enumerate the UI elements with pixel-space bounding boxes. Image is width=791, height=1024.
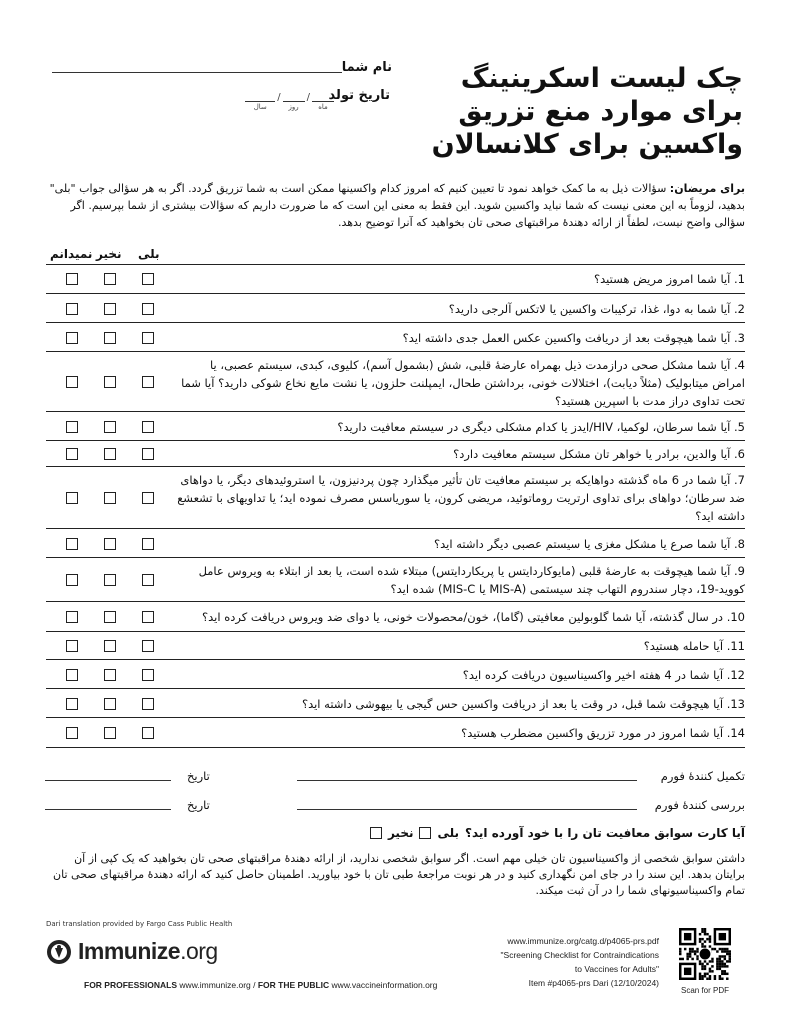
checkbox-yes[interactable] xyxy=(142,640,154,652)
immunize-logo-icon xyxy=(46,939,72,965)
checkbox-yes[interactable] xyxy=(142,492,154,504)
checkbox-yes[interactable] xyxy=(142,574,154,586)
dob-field[interactable]: تاریخ تولد ماه / روز / سال xyxy=(230,88,390,118)
col-yes: بلی xyxy=(138,247,160,261)
completed-by-row[interactable] xyxy=(45,769,745,787)
checkbox-dont-know[interactable] xyxy=(66,698,78,710)
checkbox-yes[interactable] xyxy=(142,448,154,460)
intro-bold: برای مریضان: xyxy=(669,182,745,195)
dob-month[interactable]: ماه xyxy=(312,92,334,111)
completed-date-line[interactable] xyxy=(45,780,171,781)
checkbox-no[interactable] xyxy=(104,448,116,460)
dob-day[interactable]: روز xyxy=(283,92,305,111)
reviewed-date-label: تاریخ xyxy=(187,798,210,812)
checkbox-no[interactable] xyxy=(104,698,116,710)
question-row xyxy=(46,529,745,558)
reviewed-date-line[interactable] xyxy=(45,809,171,810)
checkbox-dont-know[interactable] xyxy=(66,273,78,285)
question-text: 6. آیا والدین، برادر یا خواهر تان مشکل سیستم معافیت دارد؟ xyxy=(453,447,745,461)
checkbox-yes[interactable] xyxy=(142,538,154,550)
question-text: 9. آیا شما هیچوقت به عارضۀ قلبی (مایوکاردایتس یا پریکاردایتس) مبتلاء شده است، یا بعد از ابتلاء به ویروس عامل کووید-19، دچار سندروم التهاب چند سیستمی (MIS-A یا MIS-C) شده اید؟ xyxy=(198,564,745,596)
logo-suffix-text: .org xyxy=(180,938,218,964)
checkbox-dont-know[interactable] xyxy=(66,421,78,433)
question-text: 3. آیا شما هیچوقت بعد از دریافت واکسین عکس العمل جدی داشته اید؟ xyxy=(402,330,745,345)
question-row xyxy=(46,660,745,689)
completed-date-label: تاریخ xyxy=(187,769,210,783)
question-text: 14. آیا شما امروز در مورد تزریق واکسین مضطرب هستید؟ xyxy=(461,726,745,740)
checkbox-yes[interactable] xyxy=(142,669,154,681)
checkbox-dont-know[interactable] xyxy=(66,492,78,504)
checkbox-no[interactable] xyxy=(104,727,116,739)
records-note: داشتن سوابق شخصی از واکسیناسیون تان خیلی مهم است. اگر سوابق شخصی ندارید، از ارائه دهندۀ مراقبتهای صحی تان بخواهید که یک کپی از آن برایتان بدهد. این سند را در جای امن نگهداری کنید و در هر نوبت مراجعۀ طبی تان با خود بیاورید. اطمینان حاصل کنید که ارائه دهندۀ مراقبتهای صحی تان تمام واکسیناسیونهای شما را در آن ثبت میکند. xyxy=(53,852,745,897)
col-dont-know: نمیدانم xyxy=(50,247,93,261)
col-no: نخیر xyxy=(96,247,122,261)
checkbox-no[interactable] xyxy=(104,303,116,315)
checkbox-yes[interactable] xyxy=(142,332,154,344)
checkbox-dont-know[interactable] xyxy=(66,448,78,460)
question-row xyxy=(46,689,745,718)
checkbox-no[interactable] xyxy=(104,492,116,504)
title-line-1: چک لیست اسکرینینگ xyxy=(460,63,743,94)
checkbox-yes[interactable] xyxy=(142,727,154,739)
checkbox-dont-know[interactable] xyxy=(66,538,78,550)
checkbox-yes[interactable] xyxy=(142,611,154,623)
record-card-question xyxy=(370,826,745,840)
pro-label: FOR PROFESSIONALS xyxy=(84,980,178,990)
completed-by-line[interactable] xyxy=(297,780,637,781)
question-text: 8. آیا شما صرع یا مشکل مغزی یا سیستم عصبی دیگر داشته اید؟ xyxy=(434,536,745,551)
question-text: 10. در سال گذشته، آیا شما گلوبولین معافیتی (گاما)، خون/محصولات خونی، یا دوای ضد ویروس دریافت کرده اید؟ xyxy=(202,610,745,624)
question-text: 4. آیا شما مشکل صحی درازمدت ذیل بهمراه عارضۀ قلبی، شش (بشمول آسم)، کلیوی، کبدی، سیستم عصبی، یا امراض میتابولیک (مثلاً دیابت)، اختلالات خونی، برداشتن طحال، ایمپلنت حلزون، یا نشت مایع نخاع شوکی دارید؟ آیا شما تحت تداوی دراز مدت با اسپرین هستید؟ xyxy=(181,358,745,408)
checkbox-no[interactable] xyxy=(104,273,116,285)
checkbox-no[interactable] xyxy=(104,640,116,652)
checkbox-yes[interactable] xyxy=(142,376,154,388)
question-row xyxy=(46,264,745,294)
checkbox-dont-know[interactable] xyxy=(66,574,78,586)
cite-title-2: to Vaccines for Adults" xyxy=(574,964,659,974)
checkbox-dont-know[interactable] xyxy=(66,669,78,681)
public-link[interactable]: www.vaccineinformation.org xyxy=(331,980,438,990)
intro-paragraph xyxy=(45,180,745,231)
logo-main-text: Immunize xyxy=(78,938,181,964)
citation-block xyxy=(501,934,659,990)
immunize-logo xyxy=(46,938,218,965)
checkbox-yes[interactable] xyxy=(142,421,154,433)
question-text: 13. آیا هیچوقت شما قبل، در وقت یا بعد از دریافت واکسین حس گیجی یا بیهوشی داشته اید؟ xyxy=(301,696,745,711)
checkbox-no[interactable] xyxy=(104,421,116,433)
record-no-checkbox[interactable] xyxy=(370,827,382,839)
question-text: 1. آیا شما امروز مریض هستید؟ xyxy=(594,272,745,286)
checkbox-dont-know[interactable] xyxy=(66,611,78,623)
translation-credit: Dari translation provided by Fargo Cass Public Health xyxy=(46,920,233,928)
reviewed-by-row[interactable] xyxy=(45,798,745,816)
name-label: نام شما xyxy=(341,60,392,75)
pro-link[interactable]: www.immunize.org xyxy=(179,980,251,990)
question-row xyxy=(46,441,745,467)
question-text: 7. آیا شما در 6 ماه گذشته دواهایکه بر سیستم معافیت تان تأثیر میگذارد چون پردنیزون، یا استروئیدهای دیگر، یا دواهای ضد سرطان؛ دواهای برای تداوی ارتریت روماتوئید، مریضی کرون، یا سوریاسس مصرف نموده اید؛ یا تداویهای با تشعشع داشته اید؟ xyxy=(177,473,745,523)
question-text: 11. آیا حامله هستید؟ xyxy=(643,639,745,653)
record-yes-label: بلی xyxy=(437,826,460,840)
checkbox-no[interactable] xyxy=(104,611,116,623)
record-yes-checkbox[interactable] xyxy=(419,827,431,839)
footer-links: FOR PROFESSIONALS www.immunize.org / FOR THE PUBLIC www.vaccineinformation.org xyxy=(84,980,438,990)
question-text: 12. آیا شما در 4 هفته اخیر واکسیناسیون دریافت کرده اید؟ xyxy=(462,667,745,682)
checkbox-dont-know[interactable] xyxy=(66,376,78,388)
name-field[interactable] xyxy=(52,60,392,80)
cite-item: Item #p4065-prs Dari (12/10/2024) xyxy=(528,978,659,988)
checkbox-dont-know[interactable] xyxy=(66,727,78,739)
reviewed-by-label: بررسی کنندۀ فورم xyxy=(654,798,745,812)
question-row xyxy=(46,602,745,632)
reviewed-by-line[interactable] xyxy=(297,809,637,810)
checkbox-no[interactable] xyxy=(104,574,116,586)
checkbox-no[interactable] xyxy=(104,538,116,550)
question-row xyxy=(46,467,745,529)
record-card-text: آیا کارت سوابق معافیت تان را با خود آورده اید؟ xyxy=(465,826,745,840)
question-row xyxy=(46,294,745,323)
page-title xyxy=(413,62,743,161)
question-row xyxy=(46,412,745,441)
question-row xyxy=(46,352,745,412)
checkbox-yes[interactable] xyxy=(142,303,154,315)
record-no-label: نخیر xyxy=(387,826,414,840)
question-row xyxy=(46,323,745,352)
qr-code-icon[interactable] xyxy=(679,928,731,980)
question-row xyxy=(46,558,745,602)
dob-year[interactable]: سال xyxy=(245,92,275,111)
checkbox-yes[interactable] xyxy=(142,273,154,285)
question-row xyxy=(46,718,745,748)
checkbox-yes[interactable] xyxy=(142,698,154,710)
public-label: FOR THE PUBLIC xyxy=(257,980,330,990)
title-line-2: برای موارد منع تزریق xyxy=(458,96,743,127)
intro-text: سؤالات ذیل به ما کمک خواهد نمود تا تعیین کنیم که امروز کدام واکسینها ممکن است به شما تزریق گردد. اگر به هر سؤالی جواب "بلی" بدهید، لزوماً به این معنی نیست که شما نباید واکسین شوید. این فقط به معنی این است که ما ضرورت داریم که سؤالات بیشتری از شما بپرسیم. اگر سؤالی واضح نیست، لطفاً از ارائه دهندۀ مراقبتهای صحی تان بخواهید که آنرا توضیح بدهد. xyxy=(49,182,745,229)
title-line-3: واکسین برای کلانسالان xyxy=(431,129,743,160)
checkbox-no[interactable] xyxy=(104,332,116,344)
checkbox-no[interactable] xyxy=(104,669,116,681)
scan-label: Scan for PDF xyxy=(680,986,729,995)
completed-by-label: تکمیل کنندۀ فورم xyxy=(660,769,745,783)
checkbox-dont-know[interactable] xyxy=(66,303,78,315)
question-row xyxy=(46,632,745,660)
cite-title-1: "Screening Checklist for Contraindications xyxy=(500,950,659,960)
dob-label: تاریخ تولد xyxy=(328,88,390,103)
question-text: 5. آیا شما سرطان، لوکمیا، HIV/ایدز یا کدام مشکلی دیگری در سیستم معافیت دارید؟ xyxy=(337,419,745,434)
checkbox-dont-know[interactable] xyxy=(66,640,78,652)
name-input-line[interactable] xyxy=(52,72,342,73)
question-text: 2. آیا شما به دوا، غذا، ترکیبات واکسین یا لاتکس آلرجی دارید؟ xyxy=(448,301,745,316)
cite-url[interactable]: www.immunize.org/catg.d/p4065-prs.pdf xyxy=(507,936,659,946)
checkbox-no[interactable] xyxy=(104,376,116,388)
checkbox-dont-know[interactable] xyxy=(66,332,78,344)
